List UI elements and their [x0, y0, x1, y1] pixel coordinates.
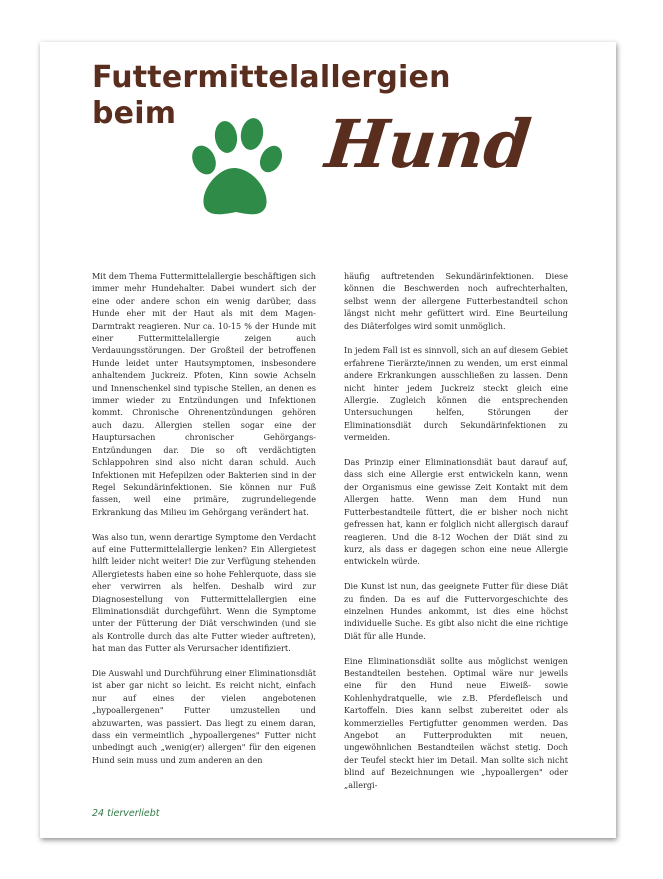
- paw-toe-1: [190, 142, 220, 178]
- page-footer: 24 tierverliebt: [92, 808, 160, 819]
- paw-pad: [203, 168, 266, 214]
- paw-icon: [190, 118, 282, 220]
- paragraph: Mit dem Thema Futtermittelallergie beschäftigen sich immer mehr Hundehalter. Dabei wundert sich der eine oder andere schon ein wenig darüber, dass Hunde eher mit der Haut als mit dem Magen-Darmtrakt reagieren. Nur ca. 10-15 % der Hunde mit einer Futtermittelallergie zeigen auch Verdauungsstörungen. Der Großteil der betroffenen Hunde leidet unter Hautsymptomen, insbesondere anhaltendem Juckreiz. Pfoten, Kinn sowie Achseln und Innenschenkel sind typische Stellen, an denen es immer wieder zu Entzündungen und Infektionen kommt. Chronische Ohrenentzündungen gehören auch dazu. Allergien stellen sogar eine der Hauptursachen chronischer Gehörgangs-Entzündungen dar. Die so oft verdächtigten Schlappohren sind also nicht daran schuld. Auch Infektionen mit Hefepilzen oder Bakterien sind in der Regel Sekundärinfektionen. Sie können nur Fuß fassen, weil eine primäre, zugrundeliegende Erkrankung das Milieu im Gehörgang verändert hat.: [92, 271, 316, 517]
- title-line-1: Futtermittelallergien: [92, 60, 451, 95]
- paragraph: Was also tun, wenn derartige Symptome den Verdacht auf eine Futtermittelallergie lenken? Ein Allergietest hilft leider nicht weiter! Die zur Verfügung stehenden Allergietests haben eine so hohe Fehlerquote, dass sie eher verwirren als helfen. Deshalb wird zur Diagnosestellung von Futtermittelallergien eine Eliminationsdiät durchgeführt. Wenn die Symptome unter der Fütterung der Diät verschwinden (und sie als Kontrolle durch das alte Futter wieder auftreten), hat man das Futter als Verursacher identifiziert.: [92, 531, 316, 654]
- paragraph: häufig auftretenden Sekundärinfektionen. Diese können die Beschwerden noch aufrechterhalten, selbst wenn der allergene Futterbestandteil schon längst nicht mehr gefüttert wird. Eine Beurteilung des Diäterfolges wird somit unmöglich.: [344, 271, 568, 331]
- paragraph: Die Kunst ist nun, das geeignete Futter für diese Diät zu finden. Da es auf die Futtervorgeschichte des einzelnen Hundes ankommt, ist dies eine höchst individuelle Suche. Es gibt also nicht die eine richtige Diät für alle Hunde.: [344, 581, 568, 641]
- paw-toe-2: [213, 120, 239, 155]
- paragraph: Eine Eliminationsdiät sollte aus möglichst wenigen Bestandteilen bestehen. Optimal wäre nur jeweils eine für den Hund neue Eiweiß- sowie Kohlenhydratquelle, wie z.B. Pferdefleisch und Kartoffeln. Dies kann selbst zubereitet oder als kommerzielles Fertigfutter genommen werden. Das Angebot an Futterprodukten mit neuen, ungewöhnlichen Bestandteilen wächst stetig. Doch der Teufel steckt hier im Detail. Man sollte sich nicht blind auf Bezeichnungen wie „hypoallergen" oder „allergi-: [344, 655, 568, 790]
- paragraph: Die Auswahl und Durchführung einer Eliminationsdiät ist aber gar nicht so leicht. Es reicht nicht, einfach nur auf eines der vielen angebotenen „hypoallergenen" Futter umzustellen und abzuwarten, was passiert. Das liegt zu einem daran, dass ein vermeintlich „hypoallergenes" Futter nicht unbedingt auch „wenig(er) allergen" für den eigenen Hund sein muss und zum anderen an den: [92, 667, 316, 765]
- text-column-right: [344, 270, 568, 803]
- paw-toe-4: [256, 142, 282, 176]
- paw-toe-3: [238, 118, 265, 152]
- magazine-page: [40, 42, 616, 838]
- paragraph: In jedem Fall ist es sinnvoll, sich an auf diesem Gebiet erfahrene Tierärzte/innen zu wenden, um erst einmal andere Erkrankungen ausschließen zu lassen. Denn nicht hinter jedem Juckreiz steckt gleich eine Allergie. Zugleich können die entsprechenden Untersuchungen helfen, Störungen der Eliminationsdiät durch Sekundärinfektionen zu vermeiden.: [344, 345, 568, 443]
- paragraph: Das Prinzip einer Eliminationsdiät baut darauf auf, dass sich eine Allergie erst entwickeln kann, wenn der Organismus eine gewisse Zeit Kontakt mit dem Allergen hatte. Wenn man dem Hund nun Futterbestandteile füttert, die er bisher noch nicht gefressen hat, kann er folglich nicht allergisch darauf reagieren. Und die 8-12 Wochen der Diät sind zu kurz, als dass er dagegen schon eine neue Allergie entwickeln würde.: [344, 457, 568, 567]
- title-line-2: beim: [92, 96, 177, 131]
- title-script-hund: Hund: [321, 105, 535, 183]
- text-column-left: [92, 270, 316, 779]
